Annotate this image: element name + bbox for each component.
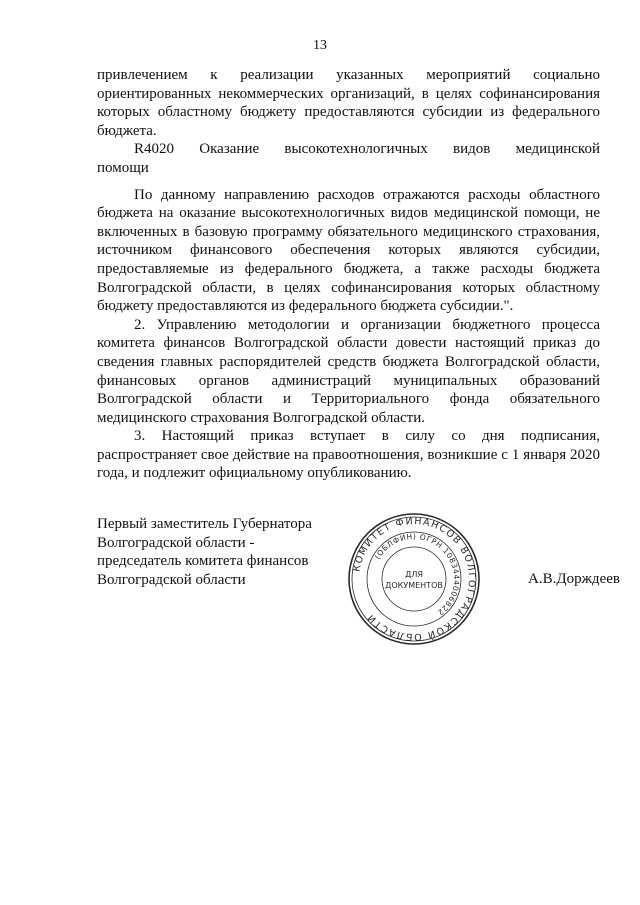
code-title-word: Оказание [199, 141, 260, 158]
code-title-continuation: помощи [97, 159, 149, 176]
paragraph-item-3: 3. Настоящий приказ вступает в силу со дня подписания, распространяет свое действие на правоотношения, возникшие с 1 января 2020 года, и подлежит официальному опубликованию. [97, 428, 600, 482]
code-title-word: высокотехнологичных [284, 141, 428, 158]
code-title-word: медицинской [515, 141, 600, 158]
document-body [97, 66, 600, 483]
stamp-center-line: ДЛЯ [405, 570, 423, 579]
expense-code: R4020 [134, 141, 175, 158]
paragraph-continuation: привлечением к реализации указанных мероприятий социально ориентированных некоммерческих организаций, в целях софинансирования которых областному бюджету предоставляются субсидии из федерального бюджета. [97, 67, 600, 139]
stamp-inner-text: (ОБЛФИН) ОГРН 1083444006822 [372, 531, 462, 618]
stamp-center-line: ДОКУМЕНТОВ [385, 581, 443, 590]
page-number: 13 [313, 38, 327, 53]
paragraph-expense-description: По данному направлению расходов отражаются расходы областного бюджета на оказание высокотехнологичных видов медицинской помощи, не включенных в базовую программу обязательного медицинского страхования, источником финансового обеспечения которых являются субсидии, предоставляемые из федерального бюджета, а также расходы бюджета Волгоградской области, в целях софинансирования которых областному бюджету предоставляются из федерального бюджета субсидии.". [97, 186, 600, 315]
stamp-outer-text: КОМИТЕТ ФИНАНСОВ ВОЛГОГРАДСКОЙ ОБЛАСТИ [351, 515, 478, 643]
signatory-title [97, 515, 312, 589]
signatory-title-line: Волгоградской области - [97, 534, 255, 551]
signatory-title-line: Первый заместитель Губернатора [97, 516, 312, 532]
official-stamp [346, 511, 482, 647]
expense-code-heading [134, 140, 600, 159]
code-title-word: видов [452, 141, 491, 158]
signatory-title-line: Волгоградской области [97, 571, 246, 588]
signatory-name: А.В.Дорждеев [528, 571, 620, 587]
signatory-title-line: председатель комитета финансов [97, 553, 309, 570]
paragraph-item-2: 2. Управлению методологии и организации бюджетного процесса комитета финансов Волгоградской области довести настоящий приказ до сведения главных распорядителей средств бюджета Волгоградской области, финансовых органов администраций муниципальных образований Волгоградской области и Территориального фонда обязательного медицинского страхования Волгоградской области. [97, 316, 600, 426]
